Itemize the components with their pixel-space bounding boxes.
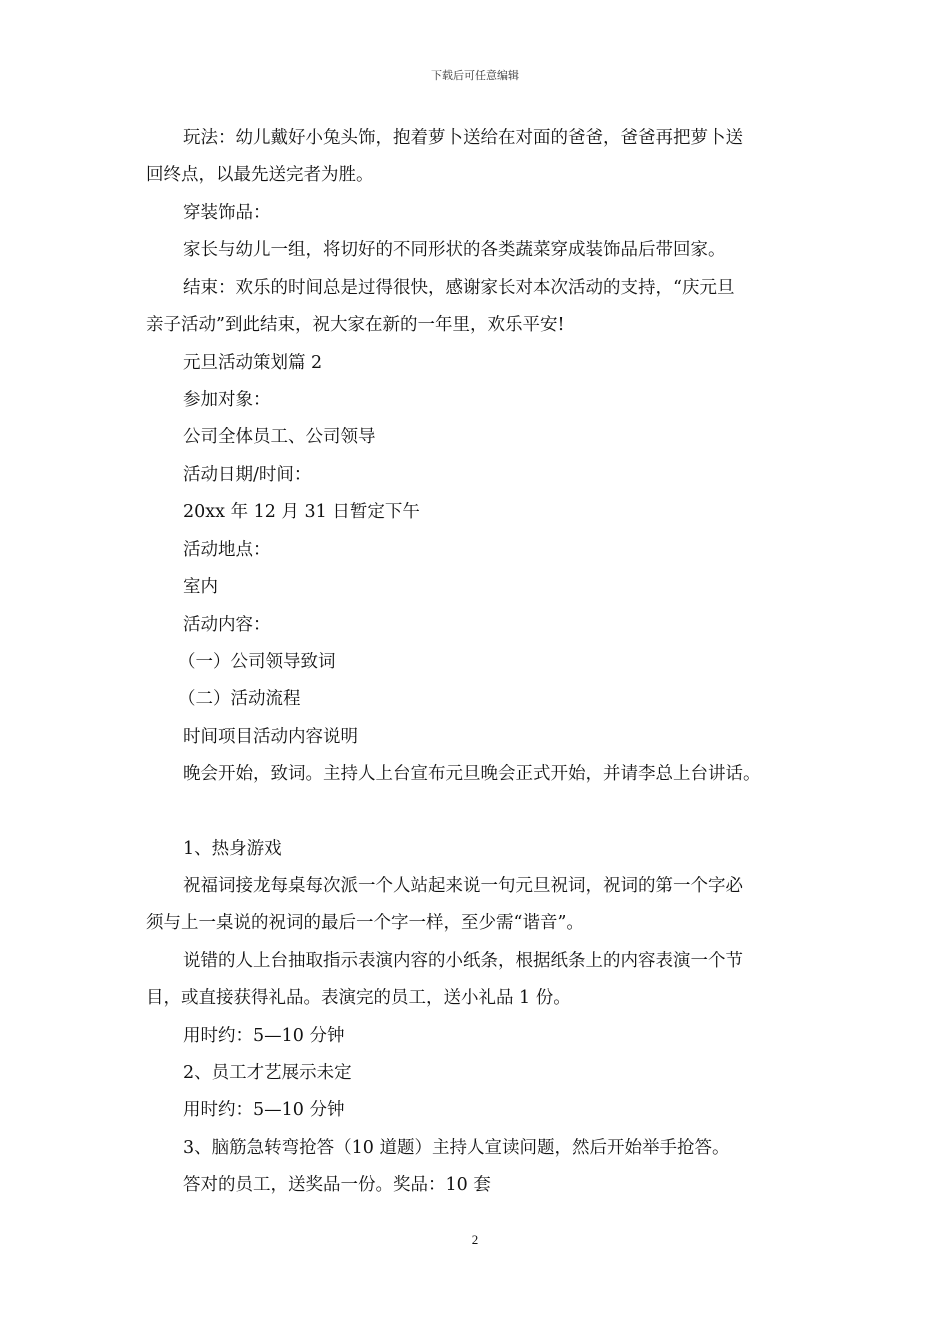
paragraph-line: 公司全体员工、公司领导 xyxy=(183,427,376,447)
paragraph-line: 结束：欢乐的时间总是过得很快，感谢家长对本次活动的支持，“庆元旦 xyxy=(183,278,735,298)
section-heading: 元旦活动策划篇 2 xyxy=(183,353,323,373)
paragraph-line: （一）公司领导致词 xyxy=(178,652,336,672)
paragraph-line: 室内 xyxy=(183,577,218,597)
paragraph-line: 参加对象： xyxy=(183,390,271,410)
paragraph-line: 活动日期/时间： xyxy=(183,465,312,485)
paragraph-line: 祝福词接龙每桌每次派一个人站起来说一句元旦祝词，祝词的第一个字必 xyxy=(183,876,743,896)
paragraph-line: 2、员工才艺展示未定 xyxy=(183,1063,352,1083)
paragraph-line: （二）活动流程 xyxy=(178,689,301,709)
paragraph-line: 家长与幼儿一组，将切好的不同形状的各类蔬菜穿成装饰品后带回家。 xyxy=(183,240,726,260)
paragraph-line: 活动地点： xyxy=(183,540,271,560)
paragraph-line: 回终点，以最先送完者为胜。 xyxy=(146,165,374,185)
paragraph-line: 答对的员工，送奖品一份。奖品：10 套 xyxy=(183,1175,491,1195)
paragraph-line: 3、脑筋急转弯抢答（10 道题）主持人宣读问题，然后开始举手抢答。 xyxy=(183,1138,730,1158)
paragraph-line: 活动内容： xyxy=(183,615,271,635)
paragraph-line: 亲子活动”到此结束，祝大家在新的一年里，欢乐平安! xyxy=(146,315,565,335)
paragraph-line: 玩法：幼儿戴好小兔头饰，抱着萝卜送给在对面的爸爸，爸爸再把萝卜送 xyxy=(183,128,743,148)
paragraph-line: 穿装饰品： xyxy=(183,203,271,223)
page-header: 下载后可任意编辑 xyxy=(431,69,519,82)
paragraph-line: 用时约：5—10 分钟 xyxy=(183,1026,345,1046)
paragraph-line: 用时约：5—10 分钟 xyxy=(183,1100,345,1120)
paragraph-line: 目，或直接获得礼品。表演完的员工，送小礼品 1 份。 xyxy=(146,988,571,1008)
paragraph-line: 晚会开始，致词。主持人上台宣布元旦晚会正式开始，并请李总上台讲话。 xyxy=(183,764,761,784)
paragraph-line: 说错的人上台抽取指示表演内容的小纸条，根据纸条上的内容表演一个节 xyxy=(183,951,743,971)
paragraph-line: 1、热身游戏 xyxy=(183,839,282,859)
paragraph-line: 20xx 年 12 月 31 日暂定下午 xyxy=(183,502,420,522)
paragraph-line: 时间项目活动内容说明 xyxy=(183,727,358,747)
paragraph-line: 须与上一桌说的祝词的最后一个字一样，至少需“谐音”。 xyxy=(146,913,584,933)
page-number: 2 xyxy=(471,1232,479,1247)
